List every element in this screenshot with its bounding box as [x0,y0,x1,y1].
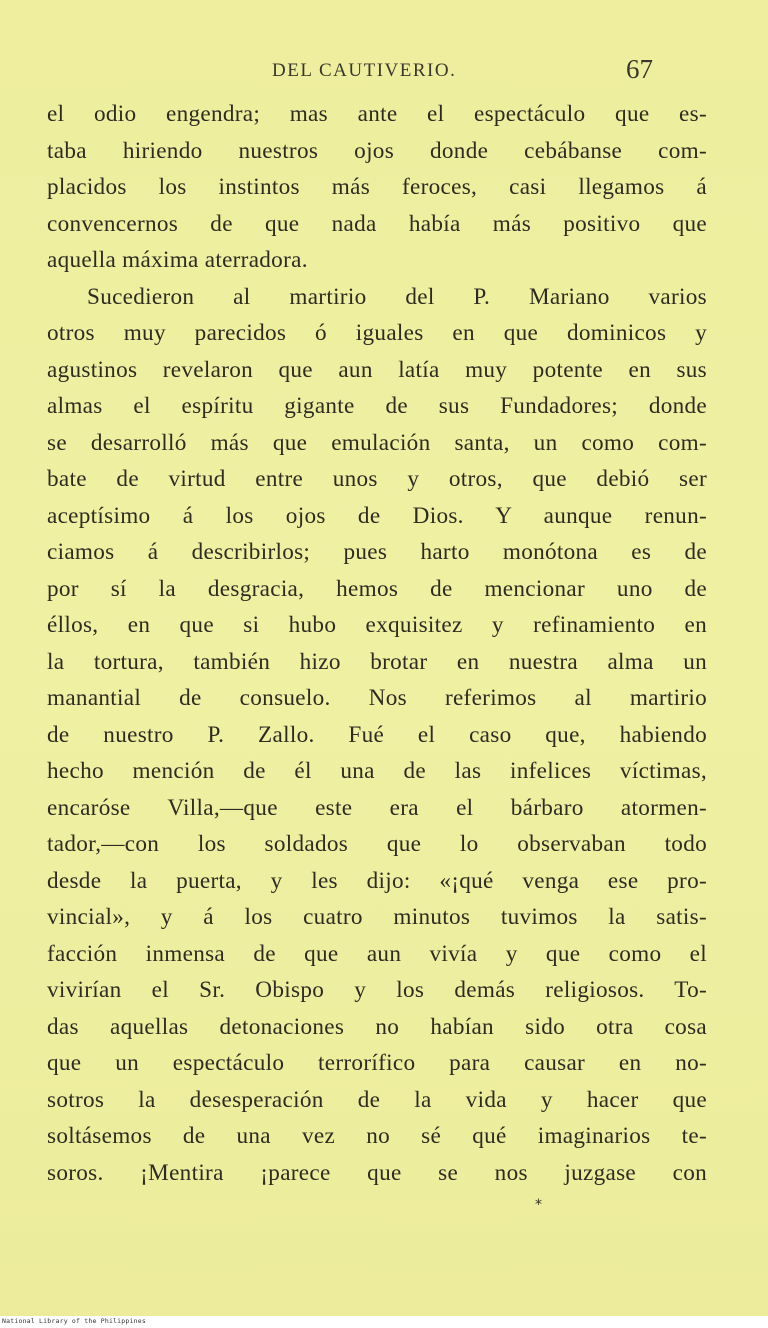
text-line: soltásemos de una vez no sé qué imaginarios te- [47,1123,707,1149]
text-line: sotros la desesperación de la vida y hacer que [47,1086,707,1113]
footer-bar [0,1316,768,1328]
text-line: que un espectáculo terrorífico para causar en no- [47,1050,707,1076]
body-text [47,96,707,1191]
text-line: taba hiriendo nuestros ojos donde cebábanse com- [47,137,707,164]
text-line: almas el espíritu gigante de sus Fundadores; donde [47,393,707,419]
text-line: otros muy parecidos ó iguales en que dominicos y [47,320,707,346]
text-line: hecho mención de él una de las infelices víctimas, [47,758,707,784]
text-line: desde la puerta, y les dijo: «¡qué venga ese pro- [47,867,707,894]
text-line: ciamos á describirlos; pues harto monótona es de [47,539,707,565]
text-line: por sí la desgracia, hemos de mencionar uno de [47,575,707,602]
text-line: manantial de consuelo. Nos referimos al martirio [47,685,707,711]
text-line: se desarrolló más que emulación santa, un como com- [47,429,707,456]
text-line: encaróse Villa,—que este era el bárbaro atormen- [47,794,707,821]
text-line: éllos, en que si hubo exquisitez y refinamiento en [47,612,707,638]
text-line: facción inmensa de que aun vivía y que como el [47,940,707,967]
running-head [0,56,768,92]
text-line: agustinos revelaron que aun latía muy potente en sus [47,356,707,383]
running-title: DEL CAUTIVERIO. [272,60,457,81]
text-line: de nuestro P. Zallo. Fué el caso que, habiendo [47,721,707,748]
library-credit: National Library of the Philippines [2,1317,146,1325]
text-line: la tortura, también hizo brotar en nuestra alma un [47,648,707,675]
text-line: soros. ¡Mentira ¡parece que se nos juzgase con [47,1159,707,1186]
text-line: bate de virtud entre unos y otros, que debió ser [47,466,707,492]
text-line: aquella máxima aterradora. [47,247,308,273]
text-line: aceptísimo á los ojos de Dios. Y aunque renun- [47,502,707,529]
text-line: tador,—con los soldados que lo observaban todo [47,831,707,857]
text-line: vincial», y á los cuatro minutos tuvimos la satis- [47,904,707,930]
text-line: placidos los instintos más feroces, casi llegamos á [47,174,707,200]
page-number: 67 [626,54,653,84]
text-line: Sucedieron al martirio del P. Mariano varios [87,283,707,310]
text-line: convencernos de que nada había más positivo que [47,210,707,237]
text-line: el odio engendra; mas ante el espectáculo que es- [47,101,707,127]
text-line: vivirían el Sr. Obispo y los demás religiosos. To- [47,977,707,1003]
signature-mark: * [535,1197,542,1213]
text-line: das aquellas detonaciones no habían sido otra cosa [47,1013,707,1040]
